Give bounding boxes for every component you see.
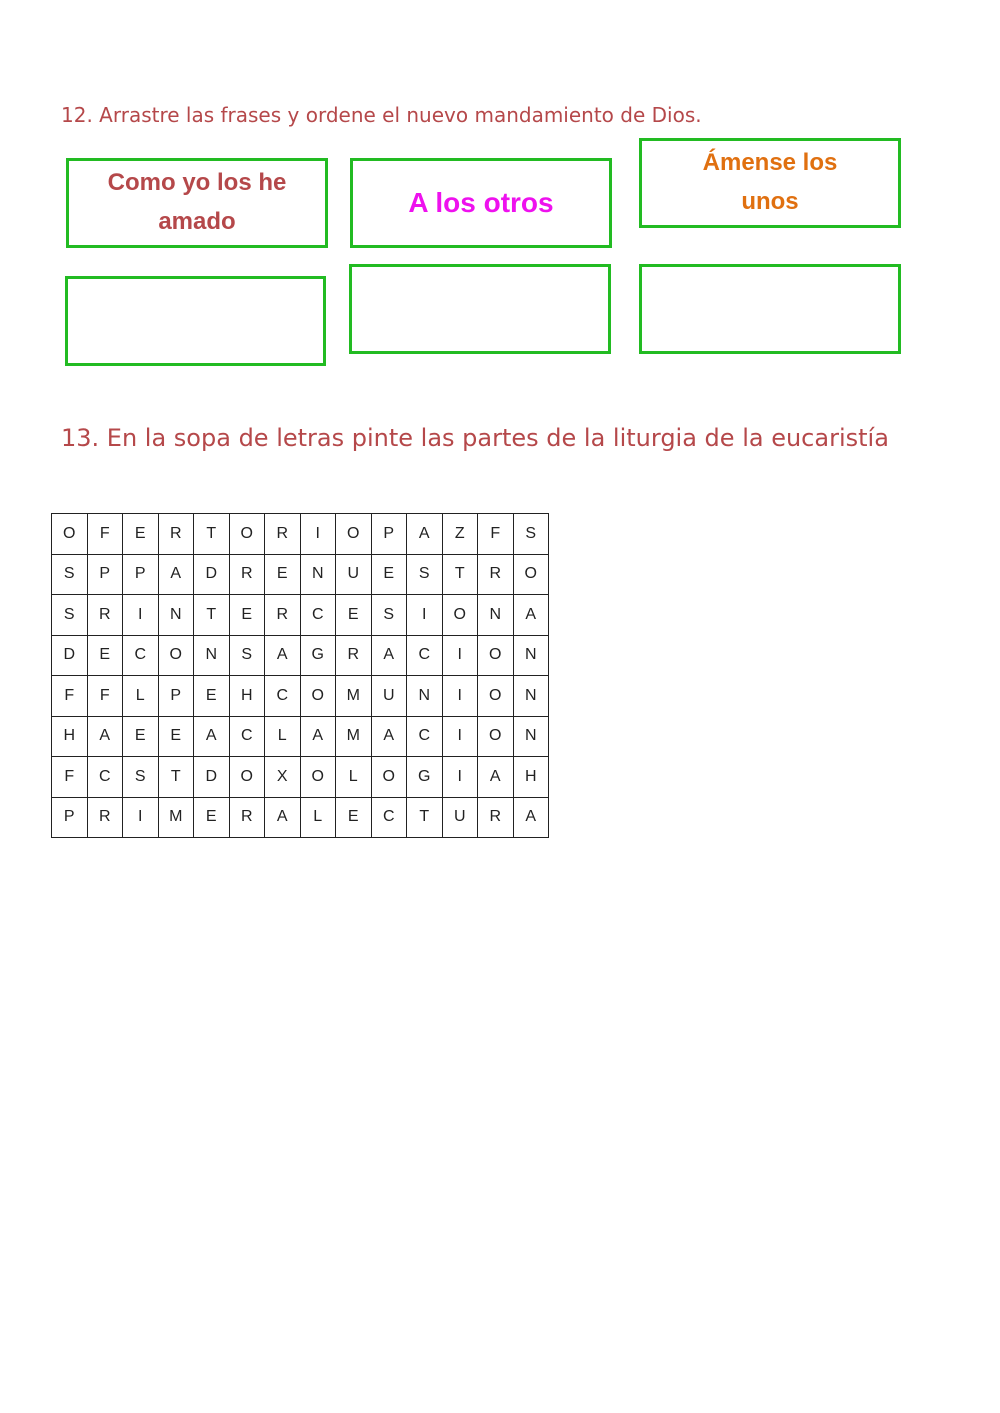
word-search-cell[interactable]: A bbox=[87, 716, 123, 757]
word-search-cell[interactable]: I bbox=[407, 595, 443, 636]
word-search-cell[interactable]: C bbox=[371, 797, 407, 838]
word-search-cell[interactable]: O bbox=[300, 757, 336, 798]
word-search-cell[interactable]: L bbox=[300, 797, 336, 838]
word-search-cell[interactable]: P bbox=[158, 676, 194, 717]
word-search-cell[interactable]: U bbox=[336, 554, 372, 595]
word-search-cell[interactable]: M bbox=[158, 797, 194, 838]
word-search-cell[interactable]: T bbox=[407, 797, 443, 838]
word-search-cell[interactable]: L bbox=[265, 716, 301, 757]
word-search-cell[interactable]: Z bbox=[442, 514, 478, 555]
word-search-cell[interactable]: O bbox=[478, 635, 514, 676]
word-search-cell[interactable]: P bbox=[87, 554, 123, 595]
word-search-cell[interactable]: S bbox=[52, 595, 88, 636]
word-search-row bbox=[52, 635, 549, 676]
phrase-card-text: Como yo los he amado bbox=[107, 169, 287, 235]
word-search-cell[interactable]: A bbox=[371, 635, 407, 676]
word-search-row bbox=[52, 676, 549, 717]
word-search-cell[interactable]: R bbox=[158, 514, 194, 555]
word-search-cell[interactable]: L bbox=[336, 757, 372, 798]
word-search-cell[interactable]: S bbox=[123, 757, 159, 798]
word-search-cell[interactable]: E bbox=[194, 797, 230, 838]
word-search-cell[interactable]: E bbox=[87, 635, 123, 676]
word-search-cell[interactable]: C bbox=[300, 595, 336, 636]
word-search-cell[interactable]: A bbox=[300, 716, 336, 757]
word-search-cell[interactable]: E bbox=[158, 716, 194, 757]
phrase-card[interactable] bbox=[639, 138, 901, 228]
word-search-cell[interactable]: R bbox=[336, 635, 372, 676]
word-search-cell[interactable]: G bbox=[407, 757, 443, 798]
word-search-cell[interactable]: C bbox=[407, 716, 443, 757]
word-search-cell[interactable]: I bbox=[123, 595, 159, 636]
word-search-cell[interactable]: S bbox=[229, 635, 265, 676]
word-search-cell[interactable]: E bbox=[265, 554, 301, 595]
word-search-cell[interactable]: S bbox=[407, 554, 443, 595]
word-search-cell[interactable]: G bbox=[300, 635, 336, 676]
phrase-card[interactable] bbox=[66, 158, 328, 248]
word-search-row bbox=[52, 514, 549, 555]
phrase-card-text: Ámense los unos bbox=[702, 149, 838, 215]
word-search-cell[interactable]: A bbox=[265, 797, 301, 838]
word-search-cell[interactable]: A bbox=[513, 595, 549, 636]
word-search-cell[interactable]: O bbox=[229, 514, 265, 555]
word-search-cell[interactable]: C bbox=[123, 635, 159, 676]
question-12-title: 12. Arrastre las frases y ordene el nuevo mandamiento de Dios. bbox=[61, 103, 702, 127]
word-search-cell[interactable]: R bbox=[87, 797, 123, 838]
word-search-cell[interactable]: S bbox=[513, 514, 549, 555]
word-search-cell[interactable]: O bbox=[52, 514, 88, 555]
word-search-cell[interactable]: A bbox=[371, 716, 407, 757]
word-search-grid bbox=[51, 513, 549, 838]
word-search-cell[interactable]: F bbox=[87, 676, 123, 717]
word-search-cell[interactable]: E bbox=[229, 595, 265, 636]
word-search-cell[interactable]: R bbox=[87, 595, 123, 636]
word-search-cell[interactable]: N bbox=[513, 676, 549, 717]
word-search-row bbox=[52, 716, 549, 757]
word-search-cell[interactable]: I bbox=[123, 797, 159, 838]
word-search-cell[interactable]: H bbox=[52, 716, 88, 757]
word-search-cell[interactable]: O bbox=[478, 716, 514, 757]
word-search-cell[interactable]: F bbox=[478, 514, 514, 555]
word-search-cell[interactable]: A bbox=[478, 757, 514, 798]
word-search-cell[interactable]: M bbox=[336, 716, 372, 757]
word-search-cell[interactable]: R bbox=[265, 514, 301, 555]
word-search-cell[interactable]: P bbox=[52, 797, 88, 838]
word-search-cell[interactable]: O bbox=[513, 554, 549, 595]
word-search-cell[interactable]: N bbox=[300, 554, 336, 595]
word-search-row bbox=[52, 757, 549, 798]
word-search-cell[interactable]: I bbox=[442, 676, 478, 717]
word-search-cell[interactable]: S bbox=[52, 554, 88, 595]
word-search-cell[interactable]: I bbox=[442, 757, 478, 798]
word-search-cell[interactable]: E bbox=[123, 514, 159, 555]
word-search-cell[interactable]: E bbox=[336, 797, 372, 838]
word-search-cell[interactable]: E bbox=[336, 595, 372, 636]
word-search-cell[interactable]: R bbox=[229, 797, 265, 838]
word-search-cell[interactable]: R bbox=[229, 554, 265, 595]
word-search-cell[interactable]: O bbox=[442, 595, 478, 636]
word-search-cell[interactable]: F bbox=[87, 514, 123, 555]
word-search-row bbox=[52, 797, 549, 838]
word-search-cell[interactable]: N bbox=[194, 635, 230, 676]
word-search-cell[interactable]: P bbox=[123, 554, 159, 595]
word-search-cell[interactable]: O bbox=[371, 757, 407, 798]
word-search-cell[interactable]: F bbox=[52, 676, 88, 717]
word-search-cell[interactable]: I bbox=[442, 635, 478, 676]
word-search-cell[interactable]: H bbox=[513, 757, 549, 798]
word-search-cell[interactable]: R bbox=[265, 595, 301, 636]
word-search-cell[interactable]: T bbox=[442, 554, 478, 595]
word-search-cell[interactable]: D bbox=[194, 757, 230, 798]
word-search-cell[interactable]: C bbox=[265, 676, 301, 717]
word-search-cell[interactable]: L bbox=[123, 676, 159, 717]
word-search-cell[interactable]: D bbox=[52, 635, 88, 676]
drop-slot[interactable] bbox=[349, 264, 611, 354]
word-search-cell[interactable]: R bbox=[478, 797, 514, 838]
word-search-cell[interactable]: T bbox=[194, 595, 230, 636]
word-search-row bbox=[52, 595, 549, 636]
word-search-cell[interactable]: T bbox=[158, 757, 194, 798]
phrase-card[interactable] bbox=[350, 158, 612, 248]
word-search-cell[interactable]: E bbox=[371, 554, 407, 595]
word-search-row bbox=[52, 554, 549, 595]
word-search-cell[interactable]: X bbox=[265, 757, 301, 798]
word-search-cell[interactable]: N bbox=[407, 676, 443, 717]
word-search-cell[interactable]: N bbox=[513, 716, 549, 757]
word-search-cell[interactable]: O bbox=[229, 757, 265, 798]
word-search-cell[interactable]: O bbox=[336, 514, 372, 555]
word-search-cell[interactable]: D bbox=[194, 554, 230, 595]
word-search-cell[interactable]: A bbox=[194, 716, 230, 757]
word-search-cell[interactable]: P bbox=[371, 514, 407, 555]
word-search-cell[interactable]: E bbox=[123, 716, 159, 757]
word-search-cell[interactable]: A bbox=[513, 797, 549, 838]
word-search-cell[interactable]: U bbox=[442, 797, 478, 838]
word-search-cell[interactable]: F bbox=[52, 757, 88, 798]
question-13-title: 13. En la sopa de letras pinte las partes de la liturgia de la eucaristía bbox=[61, 424, 889, 452]
word-search-cell[interactable]: I bbox=[300, 514, 336, 555]
word-search-cell[interactable]: N bbox=[513, 635, 549, 676]
word-search-cell[interactable]: A bbox=[265, 635, 301, 676]
word-search-cell[interactable]: O bbox=[300, 676, 336, 717]
word-search-cell[interactable]: H bbox=[229, 676, 265, 717]
word-search-cell[interactable]: A bbox=[158, 554, 194, 595]
word-search-cell[interactable]: E bbox=[194, 676, 230, 717]
word-search-cell[interactable]: C bbox=[229, 716, 265, 757]
word-search-cell[interactable]: S bbox=[371, 595, 407, 636]
word-search-cell[interactable]: U bbox=[371, 676, 407, 717]
drop-slot[interactable] bbox=[639, 264, 901, 354]
word-search-cell[interactable]: M bbox=[336, 676, 372, 717]
word-search-cell[interactable]: A bbox=[407, 514, 443, 555]
word-search-cell[interactable]: I bbox=[442, 716, 478, 757]
word-search-cell[interactable]: C bbox=[87, 757, 123, 798]
drop-slot[interactable] bbox=[65, 276, 326, 366]
phrase-card-text: A los otros bbox=[408, 187, 554, 219]
word-search-cell[interactable]: T bbox=[194, 514, 230, 555]
word-search-cell[interactable]: R bbox=[478, 554, 514, 595]
word-search-cell[interactable]: O bbox=[478, 676, 514, 717]
word-search-cell[interactable]: N bbox=[478, 595, 514, 636]
word-search-cell[interactable]: O bbox=[158, 635, 194, 676]
word-search-cell[interactable]: N bbox=[158, 595, 194, 636]
word-search-cell[interactable]: C bbox=[407, 635, 443, 676]
